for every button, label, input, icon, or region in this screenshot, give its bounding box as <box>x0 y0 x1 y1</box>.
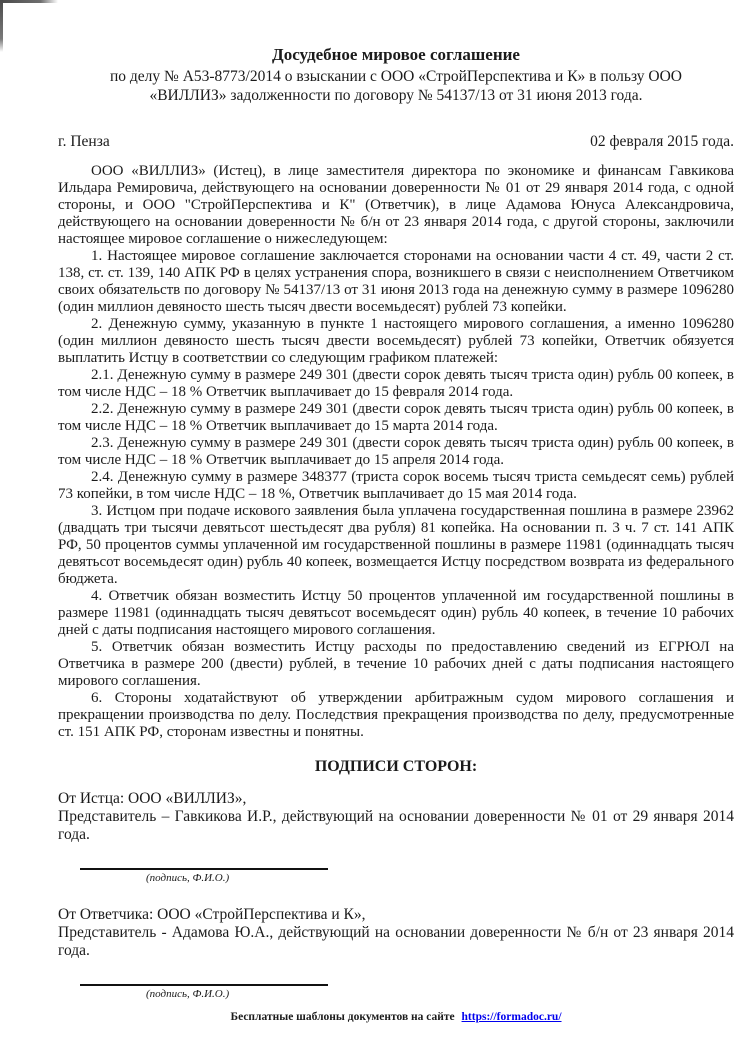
scan-artifact-corner-top <box>0 0 58 3</box>
dateline <box>58 133 734 150</box>
clause-2-3: 2.3. Денежную сумму в размере 249 301 (двести сорок девять тысяч триста один) рубль 00 копеек, в том числе НДС – 18 % Ответчик выплачивает до 15 апреля 2014 года. <box>58 435 734 468</box>
clause-2: 2. Денежную сумму, указанную в пункте 1 настоящего мирового соглашения, а именно 1096280 (один миллион девяносто шесть тысяч двести восемьдесят) рублей 73 копейки, Ответчик обязуется выплатить Истцу в соответствии со следующим графиком платежей: <box>58 316 734 366</box>
signature-block-defendant <box>58 906 734 1001</box>
footer-note: Бесплатные шаблоны документов на сайте <box>230 1011 455 1023</box>
case-subtitle: по делу № А53-8773/2014 о взыскании с ООО «СтройПерспектива и К» в пользу ООО «ВИЛЛИЗ» задолженности по договору № 54137/13 от 31 июня 2013 года. <box>109 68 682 104</box>
clause-3: 3. Истцом при подаче искового заявления была уплачена государственная пошлина в размере 23962 (двадцать три тысячи девятьсот шестьдесят два рубля) 81 копейка. На основании п. 3 ч. 7 ст. 141 АПК РФ, 50 процентов суммы уплаченной им государственной пошлины в размере 11981 (одиннадцать тысяч девятьсот восемьдесят один) рубль 40 копеек, возмещается Истцу посредством возврата из федерального бюджета. <box>58 503 734 587</box>
document-title: Досудебное мировое соглашение <box>272 45 520 64</box>
date-label: 02 февраля 2015 года. <box>590 133 734 150</box>
clause-4: 4. Ответчик обязан возместить Истцу 50 процентов уплаченной им государственной пошлины в размере 11981 (одиннадцать тысяч девятьсот восемьдесят один) рубль 40 копеек, в течение 10 рабочих дней с даты подписания настоящего мирового соглашения. <box>58 588 734 638</box>
agreement-body <box>58 163 734 741</box>
signature-caption: (подпись, Ф.И.О.) <box>146 872 230 884</box>
city-label: г. Пенза <box>58 133 110 150</box>
signature-block-plaintiff <box>58 790 734 885</box>
clause-6: 6. Стороны ходатайствуют об утверждении арбитражным судом мирового соглашения и прекращении производства по делу. Последствия прекращения производства по делу, предусмотренные ст. 151 АПК РФ, сторонам известны и понятны. <box>58 690 734 740</box>
clause-2-2: 2.2. Денежную сумму в размере 249 301 (двести сорок девять тысяч триста один) рубль 00 копеек, в том числе НДС – 18 % Ответчик выплачивает до 15 марта 2014 года. <box>58 401 734 434</box>
signature-line <box>80 984 328 986</box>
signature-party: От Ответчика: ООО «СтройПерспектива и К», <box>58 906 366 923</box>
signature-representative: Представитель - Адамова Ю.А., действующий на основании доверенности № б/н от 23 января 2014 года. <box>58 924 734 959</box>
intro-paragraph: ООО «ВИЛЛИЗ» (Истец), в лице заместителя директора по экономике и финансам Гавкикова Ильдара Ремировича, действующего на основании доверенности № 01 от 29 января 2014 года, с одной стороны, и ООО "СтройПерспектива и К" (Ответчик), в лице Адамова Юнуса Александровича, действующего на основании доверенности № б/н от 23 января 2014 года, с другой стороны, заключили настоящее мировое соглашение о нижеследующем: <box>58 163 734 247</box>
signature-line <box>80 868 328 870</box>
signatures-heading: ПОДПИСИ СТОРОН: <box>314 758 478 775</box>
signature-representative: Представитель – Гавкикова И.Р., действующий на основании доверенности № 01 от 29 января 2014 года. <box>58 808 734 843</box>
clause-1: 1. Настоящее мировое соглашение заключается сторонами на основании части 4 ст. 49, части 2 ст. 138, ст. ст. 139, 140 АПК РФ в целях устранения спора, возникшего в связи с неисполнением Ответчиком своих обязательств по договору № 54137/13 от 31 июня 2013 года на денежную сумму в размере 1096280 (один миллион девяносто шесть тысяч двести восемьдесят) рублей 73 копейки. <box>58 248 734 315</box>
signature-party: От Истца: ООО «ВИЛЛИЗ», <box>58 790 247 807</box>
scan-artifact-corner-left <box>0 0 3 52</box>
footer <box>58 1010 734 1024</box>
signature-caption: (подпись, Ф.И.О.) <box>146 988 230 1000</box>
clause-2-4: 2.4. Денежную сумму в размере 348377 (триста сорок восемь тысяч триста семьдесят семь) рублей 73 копейки, в том числе НДС – 18 %, Ответчик выплачивает до 15 мая 2014 года. <box>58 469 734 502</box>
clause-2-1: 2.1. Денежную сумму в размере 249 301 (двести сорок девять тысяч триста один) рубль 00 копеек, в том числе НДС – 18 % Ответчик выплачивает до 15 февраля 2014 года. <box>58 367 734 400</box>
clause-5: 5. Ответчик обязан возместить Истцу расходы по предоставлению сведений из ЕГРЮЛ на Ответчика в размере 200 (двести) рублей, в течение 10 рабочих дней с даты подписания настоящего мирового соглашения. <box>58 639 734 689</box>
footer-link[interactable]: https://formadoc.ru/ <box>461 1011 562 1023</box>
